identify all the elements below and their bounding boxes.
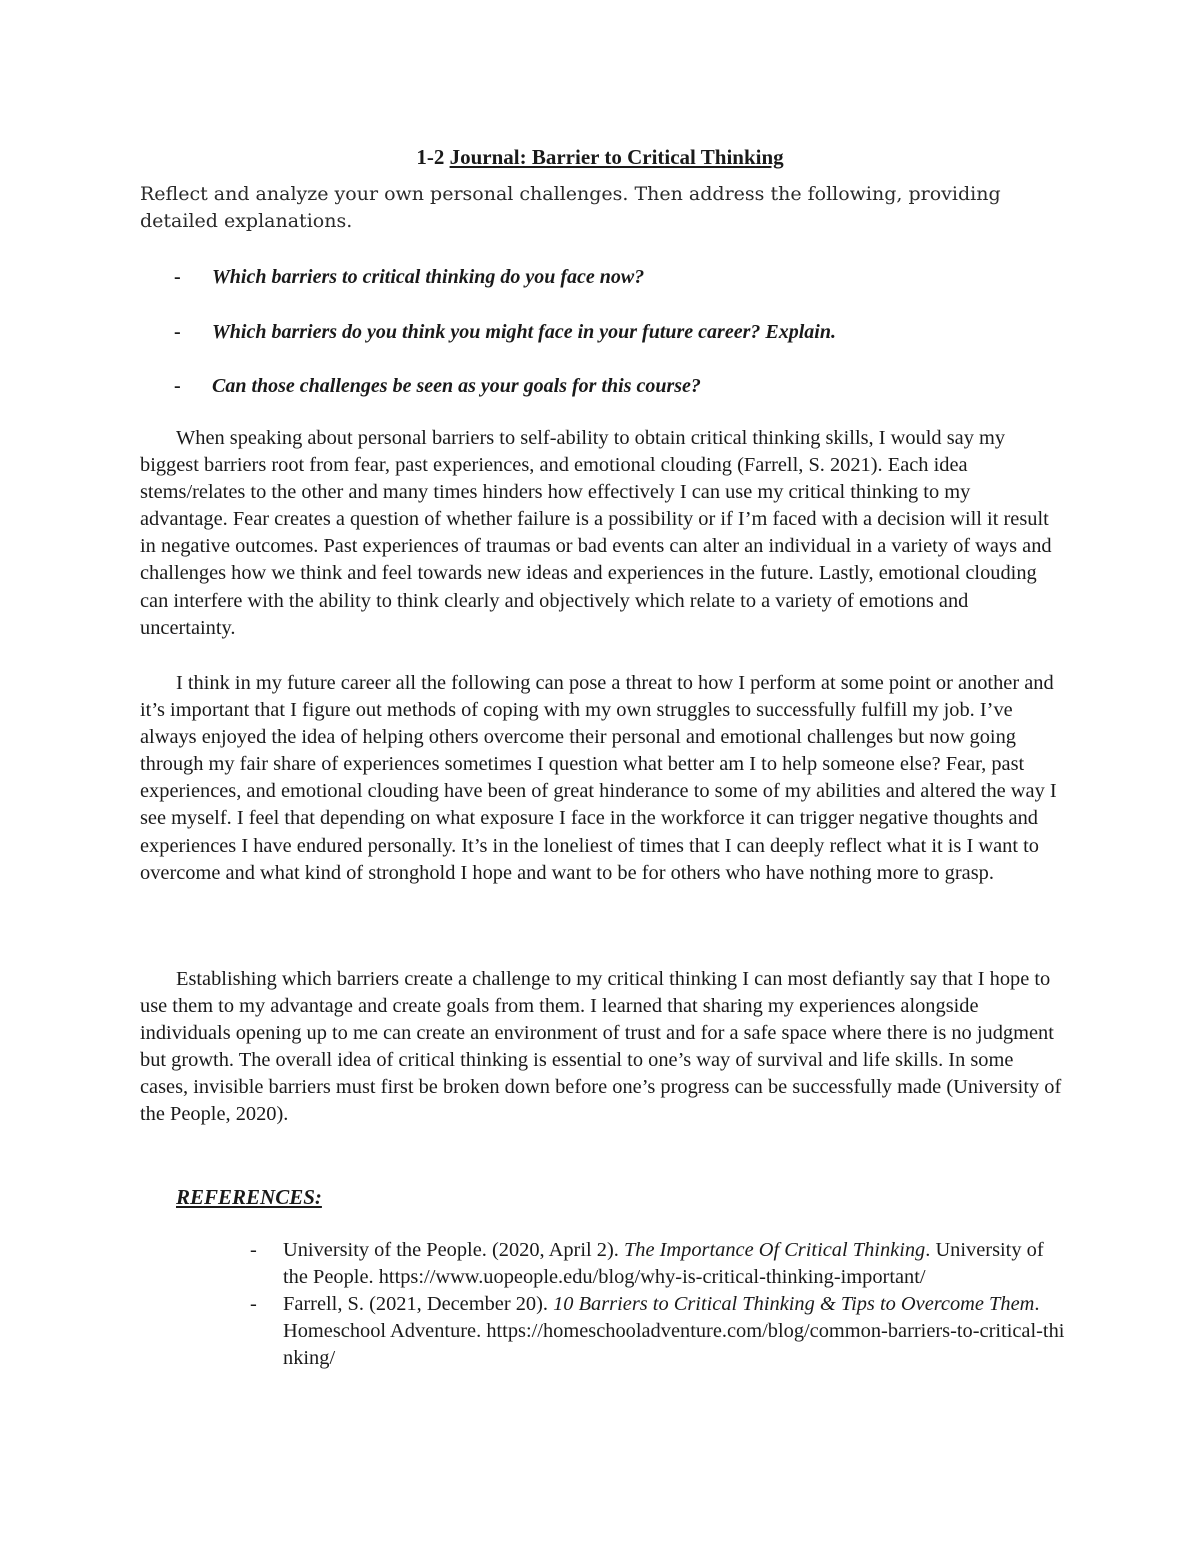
reference-title: 10 Barriers to Critical Thinking & Tips to Overcome Them xyxy=(553,1293,1035,1316)
body-paragraph-3: Establishing which barriers create a challenge to my critical thinking I can most defiantly say that I hope to use them to my advantage and create goals from them. I learned that sharing my experiences alongside individuals opening up to me can create an environment of trust and for a safe space where there is no judgment but growth. The overall idea of critical thinking is essential to one’s way of survival and life skills. In some cases, invisible barriers must first be broken down before one’s progress can be successfully made (University of the People, 2020). xyxy=(140,968,1062,1126)
body-paragraph-1: When speaking about personal barriers to self-ability to obtain critical thinking skills, I would say my biggest barriers root from fear, past experiences, and emotional clouding (Farrell, S. 2021). Each idea stems/relates to the other and many times hinders how effectively I can use my critical thinking to my advantage. Fear creates a question of whether failure is a possibility or if I’m faced with a decision will it result in negative outcomes. Past experiences of traumas or bad events can alter an individual in a variety of ways and challenges how we think and feel towards new ideas and experiences in the future. Lastly, emotional clouding can interfere with the ability to think clearly and objectively which relate to a variety of emotions and uncertainty. xyxy=(140,427,1052,639)
page-title xyxy=(0,143,1200,171)
references-list xyxy=(250,1237,1070,1372)
bullet-dash: - xyxy=(174,320,181,343)
reference-citation: University of the People. (2020, April 2). xyxy=(283,1239,624,1261)
question-text: Which barriers do you think you might face in your future career? Explain. xyxy=(212,320,836,343)
reference-publisher: . University of the People. xyxy=(283,1239,1044,1289)
question-text: Which barriers to critical thinking do you face now? xyxy=(212,266,645,288)
reference-url-link[interactable]: https://homeschooladventure.com/blog/common-barriers-to-critical-thinking/ xyxy=(283,1320,1065,1370)
question-list xyxy=(174,263,1074,427)
question-text: Can those challenges be seen as your goals for this course? xyxy=(212,375,701,397)
intro-paragraph: Reflect and analyze your own personal challenges. Then address the following, providing detailed explanations. xyxy=(140,183,1001,232)
bullet-dash: - xyxy=(174,266,181,288)
reference-item xyxy=(250,1237,1070,1291)
question-item xyxy=(174,372,1074,427)
bullet-dash: - xyxy=(174,375,181,397)
bullet-dash: - xyxy=(250,1293,257,1316)
reference-url-link[interactable]: https://www.uopeople.edu/blog/why-is-critical-thinking-important/ xyxy=(378,1266,926,1289)
reference-item xyxy=(250,1291,1070,1372)
title-text: Journal: Barrier to Critical Thinking xyxy=(449,145,784,169)
question-item xyxy=(174,263,1074,318)
references-heading: REFERENCES: xyxy=(176,1185,322,1209)
reference-title: The Importance Of Critical Thinking xyxy=(623,1239,926,1261)
title-number: 1-2 xyxy=(416,145,445,169)
question-item xyxy=(174,318,1074,373)
bullet-dash: - xyxy=(250,1239,257,1261)
reference-citation: Farrell, S. (2021, December 20). xyxy=(283,1293,554,1316)
reference-publisher: . Homeschool Adventure. xyxy=(283,1293,1040,1343)
body-paragraph-2: I think in my future career all the following can pose a threat to how I perform at some point or another and it’s important that I figure out methods of coping with my own struggles to successfully fulfill my job. I’ve always enjoyed the idea of helping others overcome their personal and emotional challenges but now going through my fair share of experiences sometimes I question what better am I to help someone else? Fear, past experiences, and emotional clouding have been of great hinderance to some of my abilities and altered the way I see myself. I feel that depending on what exposure I face in the workforce it can trigger negative thoughts and experiences I have endured personally. It’s in the loneliest of times that I can deeply reflect what it is I want to overcome and what kind of stronghold I hope and want to be for others who have nothing more to grasp. xyxy=(140,672,1057,884)
